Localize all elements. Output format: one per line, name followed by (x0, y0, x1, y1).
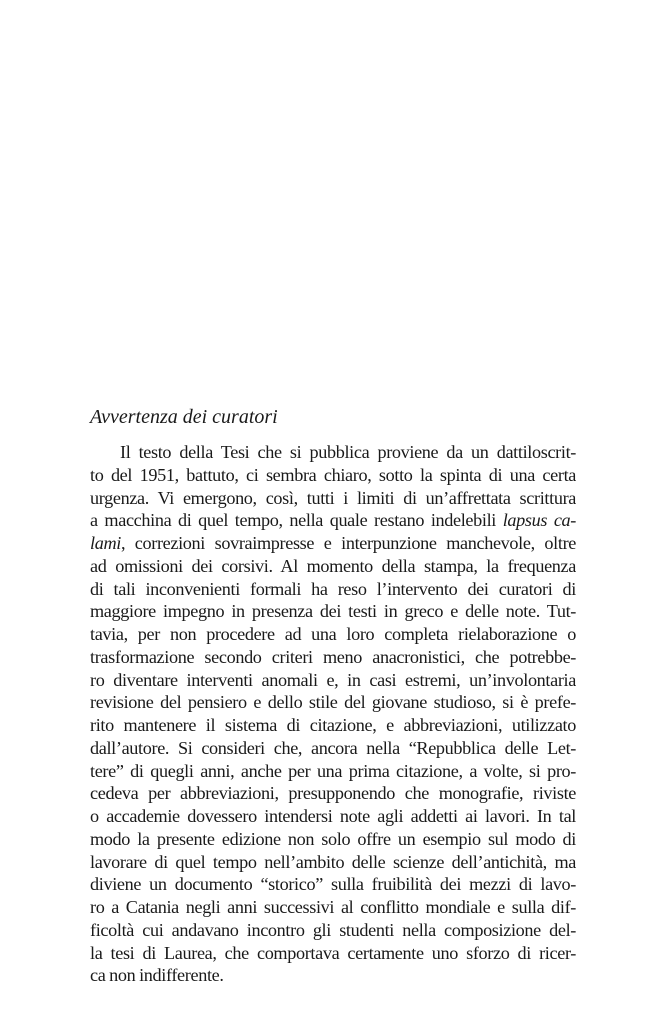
body-line (90, 851, 576, 874)
body-line-text: la tesi di Laurea, che comportava certamente uno sforzo di ricer- (90, 942, 576, 963)
body-line-text: ad omissioni dei corsivi. Al momento della stampa, la frequenza (90, 555, 576, 576)
body-line (90, 441, 576, 464)
body-line (90, 646, 576, 669)
body-line-text: ficoltà cui andavano incontro gli studenti nella composizione del- (90, 919, 576, 940)
body-line-text: di tali inconvenienti formali ha reso l’intervento dei curatori di (90, 578, 576, 599)
body-line (90, 578, 576, 601)
body-line (90, 942, 576, 965)
body-line-text: trasformazione secondo criteri meno anacronistici, che potrebbe- (90, 646, 576, 667)
body-line (90, 487, 576, 510)
body-line (90, 896, 576, 919)
body-line-text: o accademie dovessero intendersi note agli addetti ai lavori. In tal (90, 806, 576, 826)
body-line (90, 964, 576, 987)
body-line (90, 782, 576, 805)
body-line-text: to del 1951, battuto, ci sembra chiaro, sotto la spinta di una certa (90, 464, 576, 485)
body-line (90, 919, 576, 942)
body-line (90, 600, 576, 623)
body-line (90, 828, 576, 851)
body-line (90, 464, 576, 487)
body-line (90, 669, 576, 692)
section-body (90, 441, 576, 987)
body-line-text: dall’autore. Si consideri che, ancora nella “Repubblica delle Let- (90, 737, 576, 758)
body-line-text: cedeva per abbreviazioni, presupponendo che monografie, riviste (90, 783, 576, 804)
body-line-text: tavia, per non procedere ad una loro completa rielaborazione o (90, 624, 576, 644)
body-line-text: ro a Catania negli anni successivi al conflitto mondiale e sulla dif- (90, 897, 576, 917)
body-line-italic-text: lapsus ca- (502, 510, 576, 531)
body-line (90, 737, 576, 760)
body-line-text: modo la presente edizione non solo offre un esempio sul modo di (90, 828, 576, 849)
body-line (90, 509, 576, 532)
body-line-text: , correzioni sovraimpresse e interpunzione manchevole, oltre (120, 533, 576, 553)
body-line-text: ro diventare interventi anomali e, in casi estremi, un’involontaria (90, 669, 576, 690)
body-line (90, 691, 576, 714)
body-line (90, 532, 576, 555)
body-line-text: a macchina di quel tempo, nella quale restano indelebili (90, 510, 503, 531)
body-line-text: Il testo della Tesi che si pubblica proviene da un dattiloscrit- (120, 442, 576, 462)
body-line-text: maggiore impegno in presenza dei testi in greco e delle note. Tut- (90, 601, 576, 622)
body-line (90, 873, 576, 896)
body-line-text: urgenza. Vi emergono, così, tutti i limiti di un’affrettata scrittura (90, 487, 576, 508)
body-line (90, 760, 576, 783)
body-line (90, 623, 576, 646)
body-line-text: rito mantenere il sistema di citazione, e abbreviazioni, utilizzato (90, 715, 576, 735)
body-line-italic-text: lami (90, 533, 121, 553)
body-line (90, 714, 576, 737)
body-line-text: revisione del pensiero e dello stile del giovane studioso, si è prefe- (90, 692, 576, 713)
body-line (90, 555, 576, 578)
body-line-text: lavorare di quel tempo nell’ambito delle scienze dell’antichità, ma (90, 851, 576, 872)
body-line-text: tere” di quegli anni, anche per una prima citazione, a volte, si pro- (90, 760, 576, 781)
body-line (90, 805, 576, 828)
section-heading: Avvertenza dei curatori (90, 406, 278, 428)
body-line-text: ca non indifferente. (90, 965, 224, 986)
body-line-text: diviene un documento “storico” sulla fruibilità dei mezzi di lavo- (90, 874, 576, 895)
